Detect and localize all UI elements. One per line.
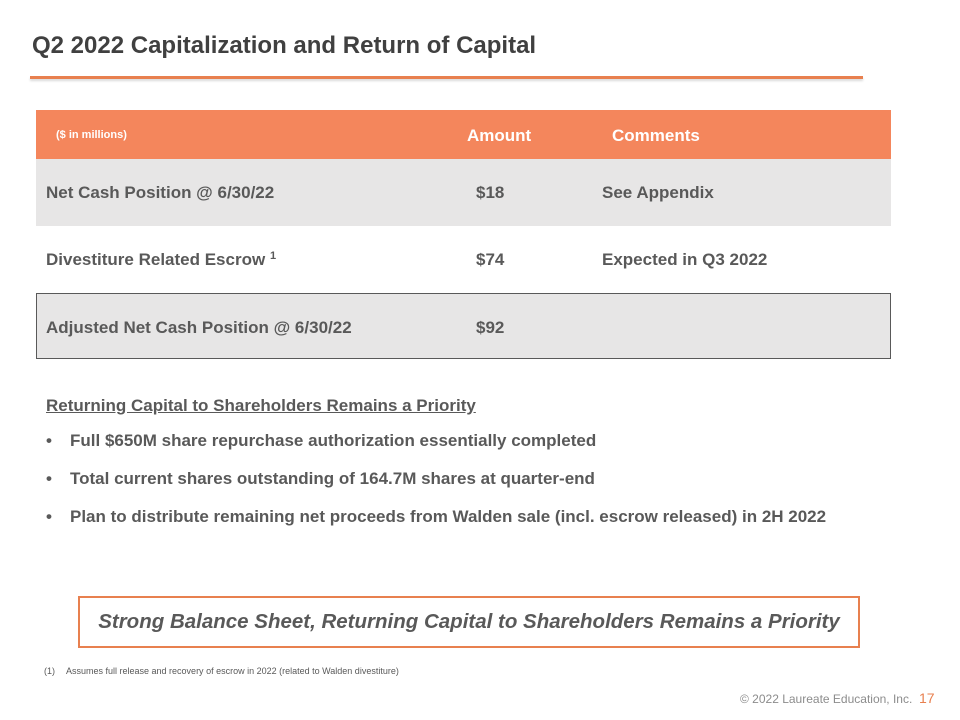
bullet-list [46,431,826,545]
amount-column-header: Amount [467,126,532,145]
list-item [46,507,826,545]
callout-box [78,596,860,648]
row-comment: Expected in Q3 2022 [602,250,768,269]
bullet-glyph: • [46,507,52,526]
table-header [36,110,891,159]
section-heading: Returning Capital to Shareholders Remains a Priority [46,396,476,415]
copyright-notice: © 2022 Laureate Education, Inc. [740,692,913,706]
comments-column-header: Comments [612,126,700,145]
page-number: 17 [919,690,935,706]
footnote-number: (1) [44,666,55,676]
row-label: Adjusted Net Cash Position @ 6/30/22 [46,318,352,337]
row-amount: $74 [476,250,505,269]
row-label: Net Cash Position @ 6/30/22 [46,183,275,202]
bullet-text: Plan to distribute remaining net proceeds from Walden sale (incl. escrow released) in 2H 2022 [70,507,827,526]
row-amount: $92 [476,318,505,337]
list-item [46,469,826,507]
table-row [36,226,891,293]
page-title: Q2 2022 Capitalization and Return of Capital [32,32,537,59]
row-comment: See Appendix [602,183,714,202]
footnote-text: Assumes full release and recovery of escrow in 2022 (related to Walden divestiture) [66,666,399,676]
row-label: Divestiture Related Escrow $^1$ [46,250,277,269]
title-divider [30,76,863,79]
callout-text: Strong Balance Sheet, Returning Capital to Shareholders Remains a Priority [98,610,840,633]
row-amount: $18 [476,183,505,202]
bullet-glyph: • [46,431,52,450]
list-item [46,431,826,469]
footnote-marker: 1 [269,250,277,262]
table-row [36,159,891,226]
bullet-glyph: • [46,469,52,488]
bullet-text: Full $650M share repurchase authorization essentially completed [70,431,597,450]
capitalization-table [36,110,891,359]
table-row-total [36,293,891,359]
bullet-text: Total current shares outstanding of 164.7M shares at quarter-end [70,469,595,488]
units-label: ($ in millions) [56,129,127,141]
